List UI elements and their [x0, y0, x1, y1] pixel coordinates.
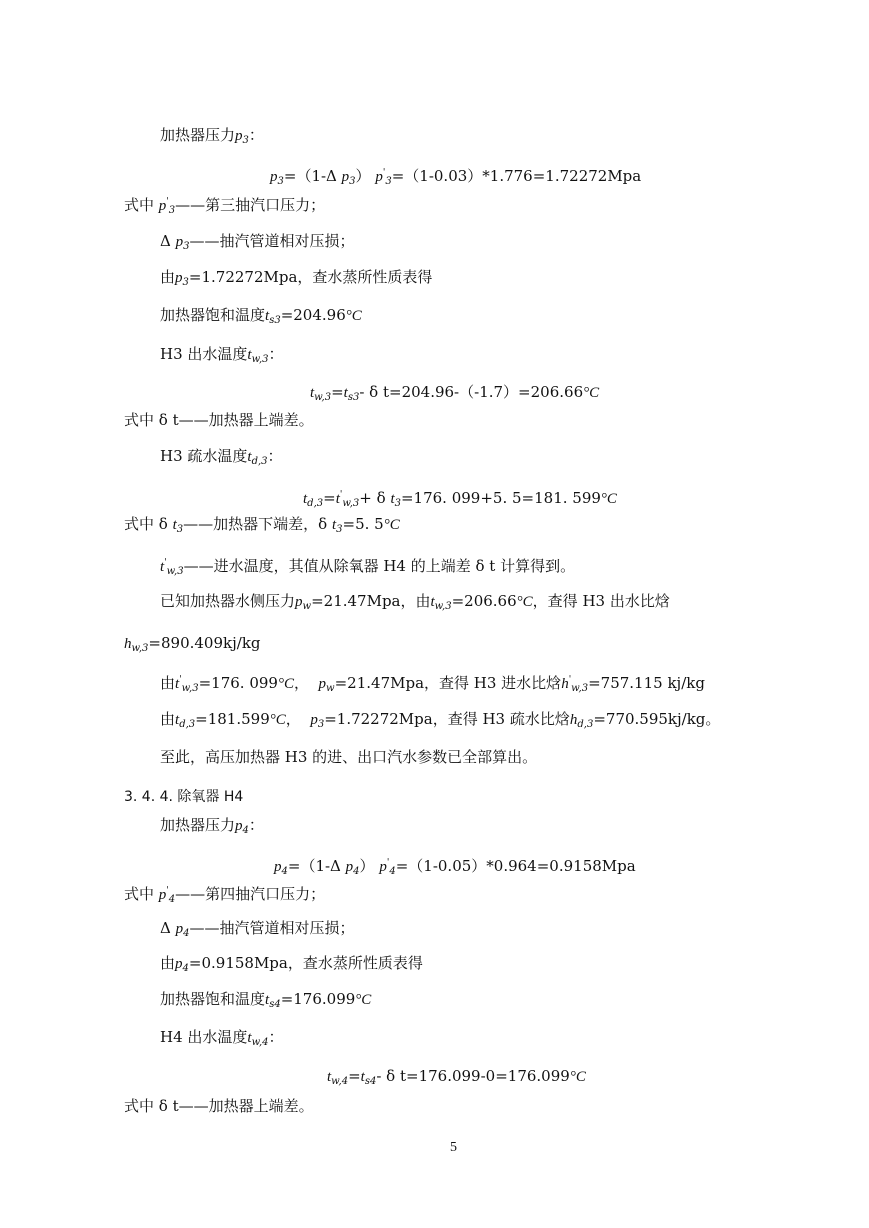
var-t: t	[175, 712, 180, 728]
var-p: p	[345, 859, 354, 875]
sub: 3	[176, 524, 184, 535]
text: H3 疏水温度	[160, 447, 248, 465]
var-t: t	[303, 491, 308, 507]
var-t: t	[172, 517, 177, 533]
sub: w	[326, 683, 335, 694]
var-t: t	[160, 559, 165, 575]
sub: w,3	[181, 683, 199, 694]
text: - δ t=176.099-0=176.099	[376, 1067, 570, 1085]
formula-tw4	[327, 1066, 586, 1092]
sub: w,3	[342, 498, 360, 509]
var-t: t	[331, 517, 337, 533]
text: 式中 δ	[124, 515, 168, 533]
sub: w,4	[251, 1037, 269, 1048]
section-heading-3-4-4	[124, 787, 243, 807]
text: 加热器饱和温度	[160, 990, 266, 1008]
sub: w,3	[434, 601, 452, 612]
sub: 4	[242, 825, 249, 836]
sub: 3	[317, 719, 325, 730]
sub: w,3	[166, 566, 184, 577]
var-p: p	[341, 169, 350, 185]
sub: 3	[336, 524, 343, 535]
var-t: t	[247, 347, 252, 363]
prime: '	[339, 490, 343, 500]
text: 已知加热器水侧压力	[160, 592, 296, 610]
text: =1.72272Mpa，查水蒸所性质表得	[188, 268, 433, 286]
text: =890.409kj/kg	[148, 634, 261, 652]
text: =（1-0.03）*1.776=1.72272Mpa	[391, 167, 642, 185]
line-inlet-enthalpy	[160, 670, 705, 699]
line-where-p3	[124, 192, 325, 221]
text: Δ	[160, 919, 171, 937]
text: - δ t=204.96-（-1.7）=206.66	[359, 383, 584, 401]
text: ）	[359, 857, 375, 875]
colon: ：	[248, 126, 264, 144]
sub: 4	[182, 963, 189, 974]
line-h4-outlet-temp	[160, 1027, 284, 1053]
sub: 3	[394, 498, 401, 509]
var-p: p	[379, 859, 387, 875]
text: =1.72272Mpa，查得 H3 疏水比焓	[324, 710, 570, 728]
unit-celsius: °C	[383, 517, 400, 533]
text: =（1-Δ	[287, 857, 341, 875]
text: 由	[160, 710, 176, 728]
text: =（1-Δ	[283, 167, 337, 185]
text: ）	[355, 167, 371, 185]
text: =176. 099	[198, 674, 278, 692]
sub: s3	[347, 392, 360, 403]
text: ——抽汽管道相对压损；	[189, 919, 355, 937]
var-t: t	[310, 385, 315, 401]
page-number	[450, 1138, 457, 1158]
var-t: t	[335, 491, 340, 507]
text: =770.595kj/kg。	[593, 710, 721, 728]
unit-celsius: °C	[269, 712, 286, 728]
var-h: h	[569, 712, 578, 728]
text: =	[323, 489, 336, 507]
formula-p3	[270, 163, 641, 192]
prime: '	[386, 858, 390, 868]
var-p: p	[175, 234, 184, 250]
formula-p4	[274, 853, 636, 882]
line-where-dt	[124, 410, 314, 430]
sub: 3	[168, 205, 176, 216]
var-p: p	[318, 676, 327, 692]
text: 由	[160, 268, 176, 286]
text: ——进水温度，其值从除氧器 H4 的上端差 δ t 计算得到。	[183, 557, 576, 575]
var-p: p	[274, 859, 282, 875]
colon: ：	[267, 447, 283, 465]
text: Δ	[160, 232, 171, 250]
prime: '	[382, 168, 386, 178]
line-saturation-temp-h3	[160, 305, 362, 331]
var-p: p	[270, 169, 278, 185]
var-t: t	[247, 1030, 252, 1046]
text: ，	[285, 710, 301, 728]
formula-tw3	[310, 382, 599, 408]
sub: s4	[269, 999, 281, 1010]
line-summary-h3	[160, 747, 537, 767]
unit-celsius: °C	[516, 594, 533, 610]
sub: d,3	[179, 719, 196, 730]
text: ，查得 H3 出水比焓	[532, 592, 670, 610]
line-h3-drain-temp	[160, 446, 283, 472]
text: =176.099	[280, 990, 356, 1008]
line-delta-p4	[160, 918, 355, 944]
sub: 4	[389, 866, 396, 877]
text: 式中 δ t——加热器上端差。	[124, 411, 314, 429]
text: 3. 4. 4. 除氧器 H4	[124, 789, 244, 805]
line-drain-enthalpy	[160, 709, 720, 735]
text: 由	[160, 954, 176, 972]
prime: '	[568, 675, 572, 685]
text: 至此，高压加热器 H3 的进、出口汽水参数已全部算出。	[160, 748, 538, 766]
sub: w,3	[314, 392, 332, 403]
sub: s4	[364, 1076, 377, 1087]
sub: 3	[242, 135, 249, 146]
line-inlet-temp	[160, 553, 575, 582]
text: H4 出水温度	[160, 1028, 248, 1046]
var-t: t	[343, 385, 348, 401]
colon: ：	[248, 816, 264, 834]
var-h: h	[561, 676, 569, 692]
var-p: p	[175, 956, 183, 972]
line-delta-p3	[160, 231, 355, 257]
line-saturation-temp-h4	[160, 989, 371, 1015]
text: =181.599	[195, 710, 270, 728]
text: 加热器压力	[160, 816, 236, 834]
sub: 3	[182, 277, 189, 288]
sub: 4	[168, 894, 176, 905]
var-h: h	[124, 636, 132, 652]
text: =21.47Mpa，由	[311, 592, 431, 610]
text: 加热器饱和温度	[160, 306, 266, 324]
text: =206.66	[451, 592, 517, 610]
prime: '	[166, 197, 169, 207]
line-from-p3	[160, 267, 432, 293]
var-t: t	[430, 594, 435, 610]
var-t: t	[175, 676, 180, 692]
line-from-p4	[160, 953, 423, 979]
sub: 4	[353, 866, 360, 877]
var-t: t	[247, 449, 252, 465]
line-heater-pressure-h4	[160, 815, 264, 841]
line-where-p4	[124, 881, 325, 910]
sub: 4	[183, 928, 190, 939]
unit-celsius: °C	[569, 1069, 586, 1085]
formula-td3	[303, 485, 617, 514]
var-t: t	[327, 1069, 332, 1085]
text: H3 出水温度	[160, 345, 248, 363]
line-water-side-pressure	[160, 591, 670, 617]
var-t: t	[265, 308, 270, 324]
var-p: p	[235, 128, 243, 144]
text: + δ	[359, 489, 386, 507]
text: =5. 5	[342, 515, 384, 533]
unit-celsius: °C	[355, 992, 372, 1008]
text: ——第四抽汽口压力；	[175, 885, 326, 903]
sub: 3	[183, 241, 190, 252]
var-t: t	[390, 491, 395, 507]
text: 由	[160, 674, 176, 692]
text: =（1-0.05）*0.964=0.9158Mpa	[395, 857, 636, 875]
text: 式中	[124, 196, 155, 214]
var-p: p	[158, 887, 167, 903]
colon: ：	[268, 1028, 284, 1046]
text: =	[331, 383, 344, 401]
var-p: p	[175, 270, 183, 286]
var-p: p	[295, 594, 303, 610]
text: =176. 099+5. 5=181. 599	[400, 489, 601, 507]
sub: w,3	[571, 683, 589, 694]
line-heater-pressure-h3	[160, 125, 264, 151]
line-where-dt-h4	[124, 1096, 314, 1116]
var-p: p	[235, 818, 243, 834]
sub: 3	[385, 176, 392, 187]
unit-celsius: °C	[277, 676, 294, 692]
page-number-text: 5	[450, 1140, 457, 1155]
text: =204.96	[280, 306, 346, 324]
text: 式中	[124, 885, 155, 903]
text: =	[348, 1067, 361, 1085]
text: ——抽汽管道相对压损；	[189, 232, 355, 250]
line-hw3-value	[124, 633, 261, 659]
prime: '	[179, 675, 182, 685]
prime: '	[164, 558, 167, 568]
sub: 3	[349, 176, 356, 187]
sub: d,3	[577, 719, 594, 730]
text: 式中 δ t——加热器上端差。	[124, 1097, 314, 1115]
text: 加热器压力	[160, 126, 236, 144]
text: ——第三抽汽口压力；	[175, 196, 326, 214]
sub: d,3	[251, 456, 268, 467]
text: ——加热器下端差，δ	[183, 515, 328, 533]
colon: ：	[268, 345, 284, 363]
text: =757.115 kj/kg	[588, 674, 705, 692]
sub: w	[302, 601, 312, 612]
unit-celsius: °C	[345, 308, 362, 324]
line-h3-outlet-temp	[160, 344, 284, 370]
line-where-dt3	[124, 514, 400, 540]
sub: s3	[269, 315, 281, 326]
var-p: p	[158, 198, 167, 214]
sub: w,4	[331, 1076, 349, 1087]
var-t: t	[360, 1069, 365, 1085]
sub: 3	[277, 176, 284, 187]
var-t: t	[265, 992, 270, 1008]
unit-celsius: °C	[583, 385, 600, 401]
var-p: p	[375, 169, 383, 185]
sub: 4	[281, 866, 288, 877]
sub: w,3	[131, 643, 149, 654]
prime: '	[166, 886, 169, 896]
text: =21.47Mpa，查得 H3 进水比焓	[334, 674, 562, 692]
text: ，	[293, 674, 309, 692]
var-p: p	[310, 712, 318, 728]
sub: d,3	[307, 498, 324, 509]
unit-celsius: °C	[600, 491, 617, 507]
var-p: p	[175, 921, 184, 937]
text: =0.9158Mpa，查水蒸所性质表得	[188, 954, 423, 972]
sub: w,3	[251, 354, 269, 365]
